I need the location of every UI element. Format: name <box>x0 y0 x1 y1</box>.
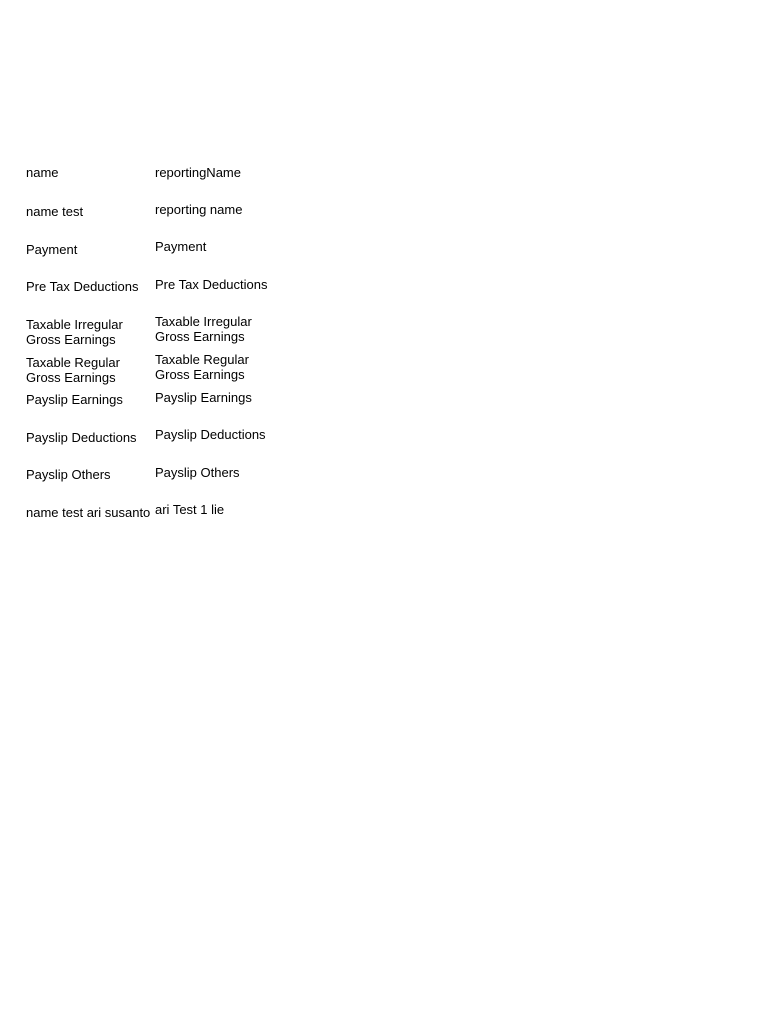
row-reporting-name: ari Test 1 lie <box>155 502 225 517</box>
row-name: Payslip Earnings <box>26 392 123 407</box>
row-reporting-name: Taxable Irregular Gross Earnings <box>155 314 252 344</box>
row-reporting-name: Taxable Regular Gross Earnings <box>155 352 249 382</box>
row-name: Payslip Others <box>26 467 111 482</box>
row-name: Taxable Irregular Gross Earnings <box>26 317 123 347</box>
row-reporting-name: Pre Tax Deductions <box>155 277 268 292</box>
row-reporting-name: Payslip Others <box>155 465 240 480</box>
header-name: name <box>26 165 59 180</box>
row-name: Payslip Deductions <box>26 430 137 445</box>
row-name: Payment <box>26 242 78 257</box>
row-name: name test <box>26 204 84 219</box>
row-reporting-name: Payslip Earnings <box>155 390 252 405</box>
report-table <box>26 0 326 600</box>
row-name: Pre Tax Deductions <box>26 279 139 294</box>
header-reporting-name: reportingName <box>155 165 241 180</box>
row-name: Taxable Regular Gross Earnings <box>26 355 120 385</box>
row-reporting-name: Payslip Deductions <box>155 427 266 442</box>
row-name: name test ari susanto <box>26 505 151 520</box>
row-reporting-name: reporting name <box>155 202 243 217</box>
row-reporting-name: Payment <box>155 239 207 254</box>
